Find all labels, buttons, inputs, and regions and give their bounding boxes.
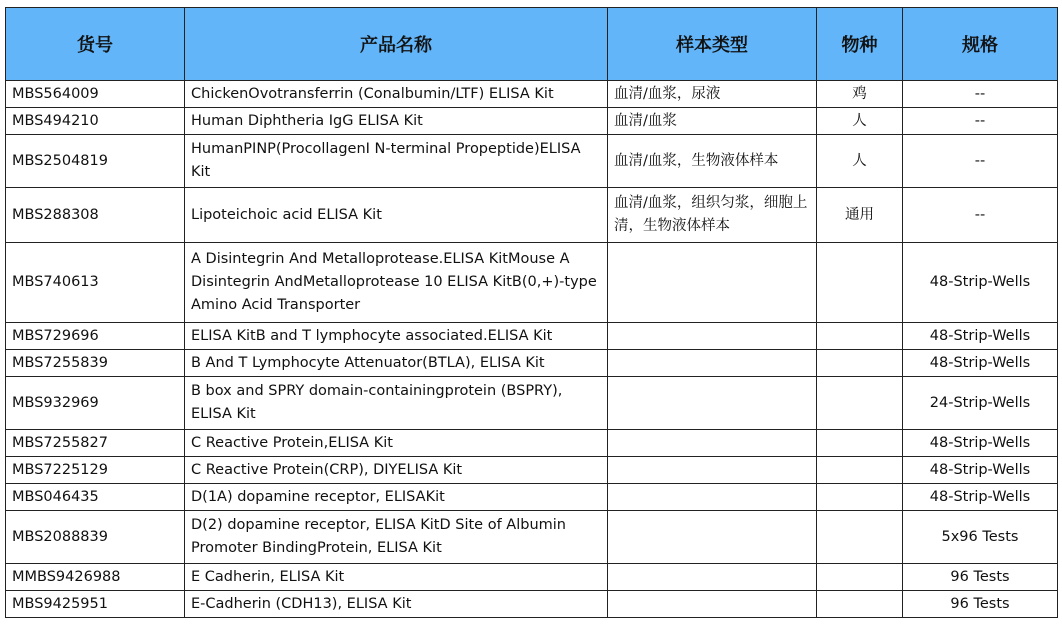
table-row xyxy=(6,188,1058,243)
spec-cell: -- xyxy=(903,135,1058,188)
product-name-cell: ELISA KitB and T lymphocyte associated.ELISA Kit xyxy=(185,323,608,350)
sku-cell: MBS729696 xyxy=(6,323,185,350)
species-cell xyxy=(817,484,903,511)
table-row xyxy=(6,457,1058,484)
sku-cell: MBS9425951 xyxy=(6,591,185,618)
sku-cell: MBS932969 xyxy=(6,377,185,430)
species-cell: 人 xyxy=(817,135,903,188)
table-row xyxy=(6,81,1058,108)
product-name-cell: A Disintegrin And Metalloprotease.ELISA KitMouse A Disintegrin AndMetalloprotease 10 ELISA KitB(0,+)-type Amino Acid Transporter xyxy=(185,243,608,323)
product-name-cell: ChickenOvotransferrin (Conalbumin/LTF) ELISA Kit xyxy=(185,81,608,108)
table-row xyxy=(6,511,1058,564)
table-row xyxy=(6,323,1058,350)
sample-type-cell xyxy=(608,243,817,323)
sku-cell: MMBS9426988 xyxy=(6,564,185,591)
product-name-cell: B And T Lymphocyte Attenuator(BTLA), ELISA Kit xyxy=(185,350,608,377)
spec-cell: 5x96 Tests xyxy=(903,511,1058,564)
sample-type-cell xyxy=(608,511,817,564)
table-body xyxy=(6,81,1058,618)
sample-type-cell xyxy=(608,377,817,430)
spec-cell: 48-Strip-Wells xyxy=(903,323,1058,350)
sample-type-cell: 血清/血浆，组织匀浆，细胞上清，生物液体样本 xyxy=(608,188,817,243)
product-name-cell: Lipoteichoic acid ELISA Kit xyxy=(185,188,608,243)
sku-cell: MBS7255827 xyxy=(6,430,185,457)
table-row xyxy=(6,430,1058,457)
spec-cell: 48-Strip-Wells xyxy=(903,457,1058,484)
species-cell xyxy=(817,323,903,350)
product-name-cell: C Reactive Protein(CRP), DIYELISA Kit xyxy=(185,457,608,484)
species-cell xyxy=(817,511,903,564)
product-name-cell: D(1A) dopamine receptor, ELISAKit xyxy=(185,484,608,511)
table-row xyxy=(6,591,1058,618)
product-name-cell: B box and SPRY domain-containingprotein (BSPRY), ELISA Kit xyxy=(185,377,608,430)
species-cell xyxy=(817,243,903,323)
product-name-cell: Human Diphtheria IgG ELISA Kit xyxy=(185,108,608,135)
sku-cell: MBS7255839 xyxy=(6,350,185,377)
sample-type-cell xyxy=(608,564,817,591)
sample-type-cell xyxy=(608,323,817,350)
product-name-cell: E-Cadherin (CDH13), ELISA Kit xyxy=(185,591,608,618)
sku-cell: MBS7225129 xyxy=(6,457,185,484)
sku-cell: MBS564009 xyxy=(6,81,185,108)
product-name-cell: HumanPINP(ProcollagenI N-terminal Propeptide)ELISA Kit xyxy=(185,135,608,188)
sample-type-cell xyxy=(608,430,817,457)
spec-cell: -- xyxy=(903,108,1058,135)
sample-type-cell: 血清/血浆，生物液体样本 xyxy=(608,135,817,188)
spec-cell: 48-Strip-Wells xyxy=(903,430,1058,457)
sample-type-cell xyxy=(608,350,817,377)
table-row xyxy=(6,108,1058,135)
table-row xyxy=(6,135,1058,188)
species-cell xyxy=(817,377,903,430)
spec-cell: 48-Strip-Wells xyxy=(903,243,1058,323)
table-row xyxy=(6,243,1058,323)
sample-type-cell xyxy=(608,457,817,484)
table-row xyxy=(6,484,1058,511)
spec-cell: -- xyxy=(903,81,1058,108)
spec-cell: 96 Tests xyxy=(903,564,1058,591)
header-species: 物种 xyxy=(817,8,903,81)
header-spec: 规格 xyxy=(903,8,1058,81)
product-name-cell: D(2) dopamine receptor, ELISA KitD Site of Albumin Promoter BindingProtein, ELISA Kit xyxy=(185,511,608,564)
spec-cell: -- xyxy=(903,188,1058,243)
sample-type-cell xyxy=(608,591,817,618)
product-name-cell: E Cadherin, ELISA Kit xyxy=(185,564,608,591)
header-sku: 货号 xyxy=(6,8,185,81)
table-row xyxy=(6,350,1058,377)
species-cell xyxy=(817,457,903,484)
header-sample-type: 样本类型 xyxy=(608,8,817,81)
sample-type-cell xyxy=(608,484,817,511)
product-table xyxy=(5,7,1058,618)
sample-type-cell: 血清/血浆，尿液 xyxy=(608,81,817,108)
spec-cell: 48-Strip-Wells xyxy=(903,484,1058,511)
species-cell: 鸡 xyxy=(817,81,903,108)
sku-cell: MBS740613 xyxy=(6,243,185,323)
sku-cell: MBS494210 xyxy=(6,108,185,135)
sku-cell: MBS2088839 xyxy=(6,511,185,564)
header-row xyxy=(6,8,1058,81)
spec-cell: 96 Tests xyxy=(903,591,1058,618)
spec-cell: 48-Strip-Wells xyxy=(903,350,1058,377)
header-product-name: 产品名称 xyxy=(185,8,608,81)
species-cell xyxy=(817,591,903,618)
sku-cell: MBS288308 xyxy=(6,188,185,243)
species-cell xyxy=(817,564,903,591)
species-cell xyxy=(817,430,903,457)
sku-cell: MBS046435 xyxy=(6,484,185,511)
species-cell: 通用 xyxy=(817,188,903,243)
species-cell: 人 xyxy=(817,108,903,135)
sample-type-cell: 血清/血浆 xyxy=(608,108,817,135)
species-cell xyxy=(817,350,903,377)
spec-cell: 24-Strip-Wells xyxy=(903,377,1058,430)
product-name-cell: C Reactive Protein,ELISA Kit xyxy=(185,430,608,457)
table-row xyxy=(6,377,1058,430)
table-row xyxy=(6,564,1058,591)
sku-cell: MBS2504819 xyxy=(6,135,185,188)
